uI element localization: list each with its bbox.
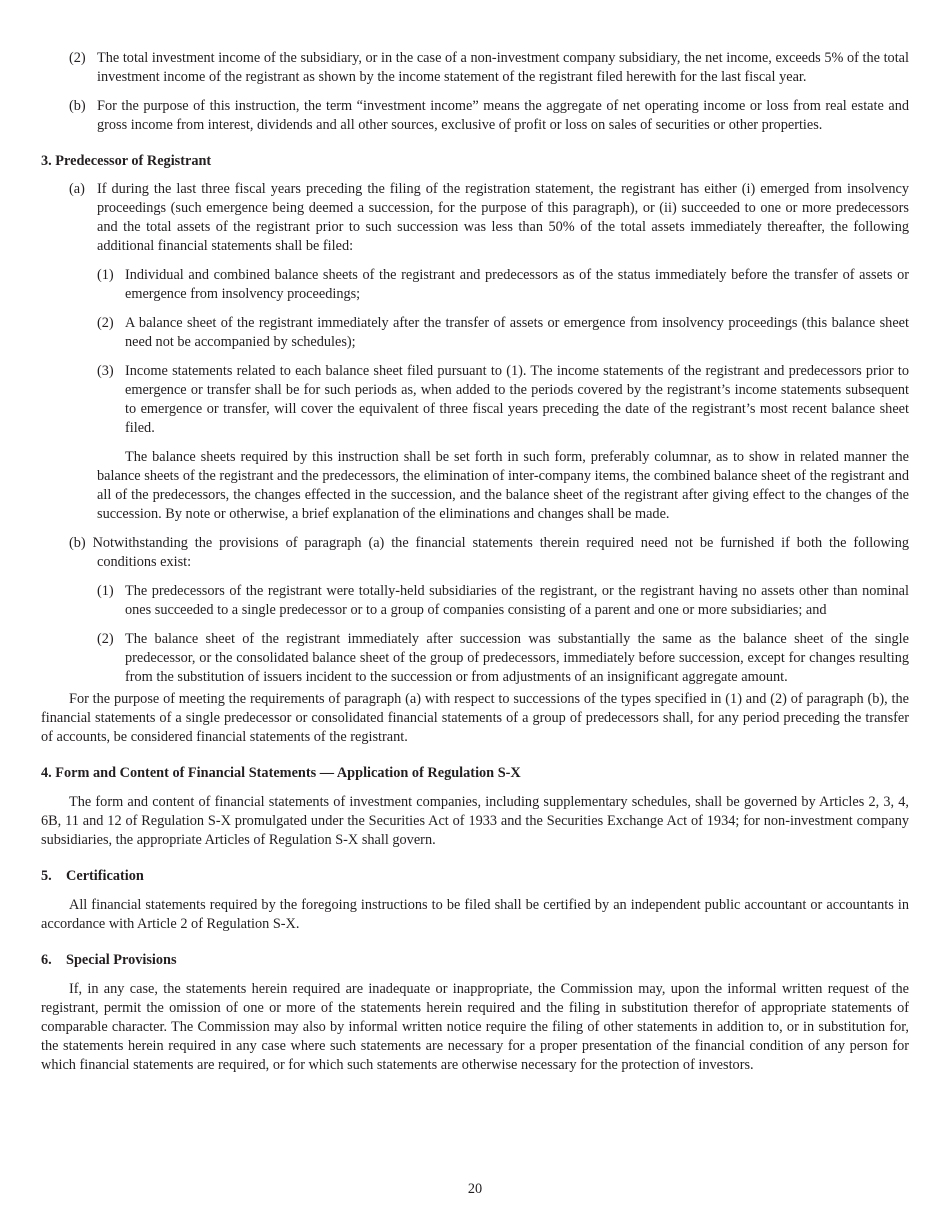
paragraph: If, in any case, the statements herein required are inadequate or inappropriate, the Commission may, upon the informal written request of the registrant, permit the omission of one or more of the statements herein required and the filing in substitution therefor of appropriate statements of comparable character. The Commission may also by informal written notice require the filing of other statements in addition to, or in substitution for, the statements herein required in any case where such statements are necessary for a proper presentation of the financial condition of any person for which financial statements are required, or for which such statements are otherwise necessary for the protection of investors. <box>41 981 909 1073</box>
list-marker: (3) <box>97 363 114 379</box>
paragraph: For the purpose of meeting the requirements of paragraph (a) with respect to successions of the types specified in (1) and (2) of paragraph (b), the financial statements of a single predecessor or consolidated financial statements of a group of predecessors shall, for any period preceding the transfer of accounts, be considered financial statements of the registrant. <box>41 691 909 745</box>
list-item <box>41 49 909 87</box>
paragraph: The form and content of financial statements of investment companies, including supplementary schedules, shall be governed by Articles 2, 3, 4, 6B, 11 and 12 of Regulation S-X promulgated under the Securities Act of 1933 and the Securities Exchange Act of 1934; for non-investment company subsidiaries, the appropriate Articles of Regulation S-X shall govern. <box>41 794 909 848</box>
list-marker: (1) <box>97 267 114 283</box>
list-marker: (2) <box>97 315 114 331</box>
list-item-text: Notwithstanding the provisions of paragraph (a) the financial statements therein required need not be furnished if both the following conditions exist: <box>92 535 910 570</box>
list-marker: (2) <box>69 50 86 66</box>
list-item <box>41 534 909 572</box>
page-number: 20 <box>467 1181 483 1197</box>
list-item-text: The total investment income of the subsidiary, or in the case of a non-investment company subsidiary, the net income, exceeds 5% of the total investment income of the registrant as shown by the income statement of the registrant filed herewith for the last fiscal year. <box>97 50 909 85</box>
list-item <box>41 180 909 256</box>
paragraph: All financial statements required by the foregoing instructions to be filed shall be certified by an independent public accountant or accountants in accordance with Article 2 of Regulation S-X. <box>41 897 909 932</box>
list-marker: (b) <box>69 535 86 551</box>
section-heading: 3. Predecessor of Registrant <box>41 153 212 169</box>
list-marker: (b) <box>69 98 86 114</box>
section-heading: 6. Special Provisions <box>41 952 177 968</box>
list-item-text: The predecessors of the registrant were totally-held subsidiaries of the registrant, or the registrant having no assets other than nominal ones succeeded to a single predecessor or to a group of companies consisting of a parent and one or more subsidiaries; and <box>125 583 909 618</box>
list-item <box>41 362 909 438</box>
list-item <box>41 314 909 352</box>
list-item <box>41 266 909 304</box>
list-item-text: If during the last three fiscal years preceding the filing of the registration statement, the registrant has either (i) emerged from insolvency proceedings (such emergence being deemed a succession, for the purpose of this paragraph), or (ii) succeeded to one or more predecessors and the total assets of the registrant prior to such succession was less than 50% of the total assets immediately thereafter, the following additional financial statements shall be filed: <box>97 181 909 254</box>
section-heading: 5. Certification <box>41 868 144 884</box>
list-item-text: Individual and combined balance sheets of the registrant and predecessors as of the status immediately before the transfer of assets or emergence from insolvency proceedings; <box>125 267 909 302</box>
list-marker: (a) <box>69 181 85 197</box>
list-item <box>41 97 909 135</box>
paragraph: The balance sheets required by this instruction shall be set forth in such form, preferably columnar, as to show in related manner the balance sheets of the registrant and the predecessors, the elimination of inter-company items, the combined balance sheet of the registrant and all of the predecessors, the changes effected in the succession, and the balance sheet of the registrant after giving effect to the changes of the succession. By note or otherwise, a brief explanation of the eliminations and changes shall be made. <box>97 449 909 522</box>
document-body <box>41 49 909 1075</box>
list-item-text: For the purpose of this instruction, the term “investment income” means the aggregate of net operating income or loss from real estate and gross income from interest, dividends and all other sources, exclusive of profit or loss on sales of securities or other properties. <box>97 98 909 133</box>
list-item-text: A balance sheet of the registrant immediately after the transfer of assets or emergence from insolvency proceedings (this balance sheet need not be accompanied by schedules); <box>125 315 909 350</box>
section-heading: 4. Form and Content of Financial Statements — Application of Regulation S-X <box>41 765 521 781</box>
list-marker: (2) <box>97 631 114 647</box>
list-item <box>41 630 909 687</box>
list-item <box>41 582 909 620</box>
list-item-text: Income statements related to each balance sheet filed pursuant to (1). The income statements of the registrant and predecessors prior to emergence or transfer shall be for such periods as, when added to the periods covered by the registrant’s income statements subsequent to emergence or transfer, will cover the equivalent of three fiscal years preceding the date of the registrant’s most recent balance sheet filed. <box>125 363 909 436</box>
list-item-text: The balance sheet of the registrant immediately after succession was substantially the same as the balance sheet of the single predecessor, or the consolidated balance sheet of the group of predecessors, immediately before succession, except for changes resulting from the substitution of issuers incident to the succession or from adjustments of an insignificant aggregate amount. <box>125 631 909 685</box>
list-marker: (1) <box>97 583 114 599</box>
